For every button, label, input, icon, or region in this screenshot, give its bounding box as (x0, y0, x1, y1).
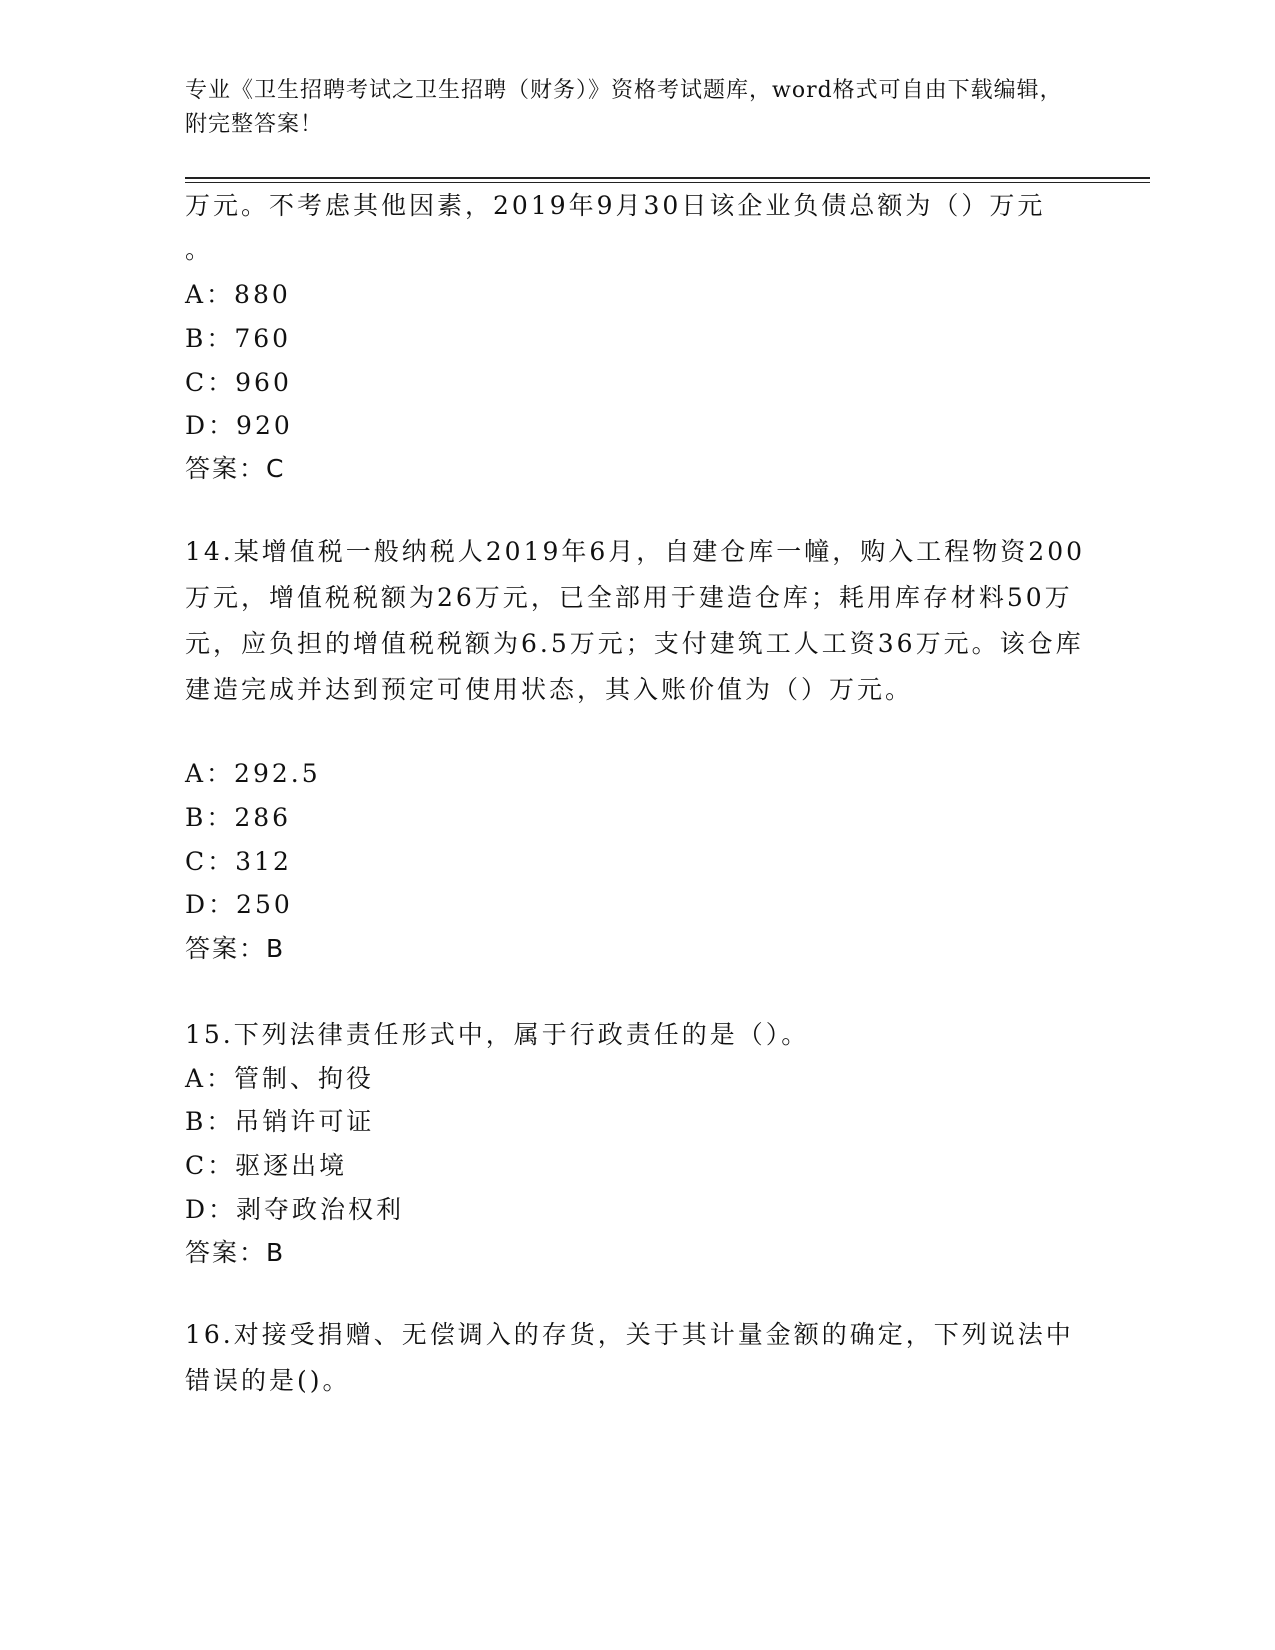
q15-option-a: A：管制、拘役 (185, 1064, 375, 1093)
q13-stem-line1: 万元。不考虑其他因素，2019年9月30日该企业负债总额为（）万元 (185, 191, 1046, 220)
q13-option-c: C：960 (185, 368, 292, 397)
q13-option-d: D：920 (185, 411, 293, 440)
q13-option-b: B：760 (185, 324, 292, 353)
q14-option-c: C：312 (185, 847, 292, 876)
header-divider-thin (185, 182, 1150, 183)
q13-answer: 答案：C (185, 454, 286, 483)
document-header: 专业《卫生招聘考试之卫生招聘（财务）》资格考试题库，word格式可自由下载编辑，附完整答案！ (185, 78, 1063, 137)
q14-answer: 答案：B (185, 934, 286, 963)
q14-stem: 14.某增值税一般纳税人2019年6月，自建仓库一幢，购入工程物资200万元，增值税税额为26万元，已全部用于建造仓库；耗用库存材料50万元，应负担的增值税税额为6.5万元；支付建筑工人工资36万元。该仓库建造完成并达到预定可使用状态，其入账价值为（）万元。 (185, 537, 1086, 704)
header-divider-thick (185, 177, 1150, 179)
q15-option-d: D：剥夺政治权利 (185, 1195, 405, 1224)
q16-stem: 16.对接受捐赠、无偿调入的存货，关于其计量金额的确定，下列说法中错误的是()。 (185, 1320, 1074, 1395)
q15-option-b: B：吊销许可证 (185, 1107, 375, 1136)
q13-option-a: A：880 (185, 280, 291, 309)
q14-option-d: D：250 (185, 890, 293, 919)
q15-answer: 答案：B (185, 1238, 286, 1267)
q13-stem-line2: 。 (185, 235, 214, 264)
q15-stem: 15.下列法律责任形式中，属于行政责任的是（）。 (185, 1020, 810, 1049)
q14-option-a: A：292.5 (185, 759, 321, 788)
q15-option-c: C：驱逐出境 (185, 1151, 348, 1180)
q14-option-b: B：286 (185, 803, 292, 832)
